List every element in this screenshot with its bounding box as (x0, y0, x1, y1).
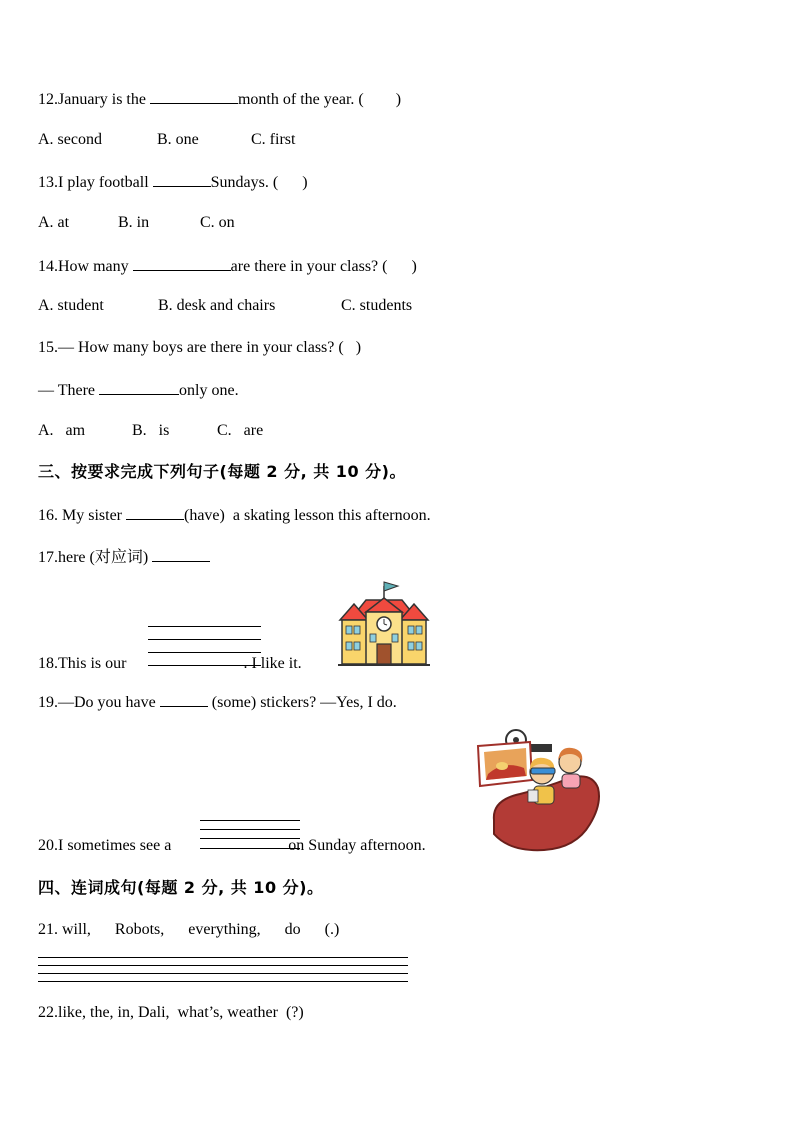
school-building-icon (336, 578, 432, 670)
q15-option-b[interactable]: B. is (132, 422, 170, 439)
q15-text-after: only one. (179, 382, 239, 399)
q13-option-b[interactable]: B. in (118, 214, 150, 231)
q19-answer-blank[interactable] (160, 691, 208, 707)
section-4-heading: 四、连词成句(每题 2 分, 共 10 分)。 (38, 878, 324, 897)
q14-option-a[interactable]: A. student (38, 297, 104, 314)
q15-answer-line (38, 379, 239, 401)
q12-answer-blank[interactable] (150, 88, 238, 104)
q15-option-c[interactable]: C. are (217, 422, 264, 439)
q18-text-after: . I like it. (243, 655, 302, 672)
q16-text-before: 16. My sister (38, 507, 126, 524)
q19-text-before: 19.—Do you have (38, 694, 160, 711)
q21-answer-lines[interactable] (38, 957, 408, 985)
q14-options (38, 296, 412, 316)
question-21: 21. will, Robots, everything, do (.) (38, 921, 340, 938)
q16-text-after: (have) a skating lesson this afternoon. (184, 507, 431, 524)
q12-text-before: 12.January is the (38, 91, 150, 108)
q13-option-c[interactable]: C. on (200, 214, 235, 231)
q18-answer-lines[interactable] (148, 626, 261, 668)
q13-option-a[interactable]: A. at (38, 214, 70, 231)
q12-option-b[interactable]: B. one (157, 131, 199, 148)
q19-text-after: (some) stickers? —Yes, I do. (207, 694, 397, 711)
section-3-heading: 三、按要求完成下列句子(每题 2 分, 共 10 分)。 (38, 462, 406, 481)
q15-answer-blank[interactable] (99, 379, 179, 395)
question-14 (38, 255, 417, 277)
q15-text-before: — There (38, 382, 100, 399)
q12-option-c[interactable]: C. first (251, 131, 296, 148)
q13-text-before: 13.I play football (38, 174, 153, 191)
q14-answer-blank[interactable] (133, 255, 231, 271)
q14-text-before: 14.How many (38, 258, 133, 275)
question-12 (38, 88, 401, 110)
q17-text-before: 17.here (对应词) (38, 549, 153, 566)
q20-answer-lines[interactable] (200, 820, 300, 852)
q15-options (38, 421, 263, 441)
q15-option-a[interactable]: A. am (38, 422, 86, 439)
q16-answer-blank[interactable] (126, 504, 184, 520)
question-19 (38, 691, 397, 713)
q20-text-before: 20.I sometimes see a (38, 837, 176, 854)
watching-film-icon (474, 728, 600, 852)
q13-text-after: Sundays. ( ) (210, 174, 308, 191)
q14-option-b[interactable]: B. desk and chairs (158, 297, 276, 314)
q14-text-after: are there in your class? ( ) (230, 258, 417, 275)
q13-options (38, 213, 235, 233)
question-15: 15.— How many boys are there in your class? ( ) (38, 339, 362, 356)
q13-answer-blank[interactable] (153, 171, 211, 187)
question-16 (38, 504, 431, 526)
question-13 (38, 171, 308, 193)
q17-answer-blank[interactable] (152, 546, 210, 562)
q20-text-after: on Sunday afternoon. (288, 837, 426, 854)
q14-option-c[interactable]: C. students (341, 297, 413, 314)
question-22: 22.like, the, in, Dali, what’s, weather (?) (38, 1004, 304, 1021)
question-17 (38, 546, 210, 568)
q12-options (38, 130, 295, 150)
q12-option-a[interactable]: A. second (38, 131, 102, 148)
q18-text-before: 18.This is our (38, 655, 131, 672)
q12-text-after: month of the year. ( ) (237, 91, 402, 108)
